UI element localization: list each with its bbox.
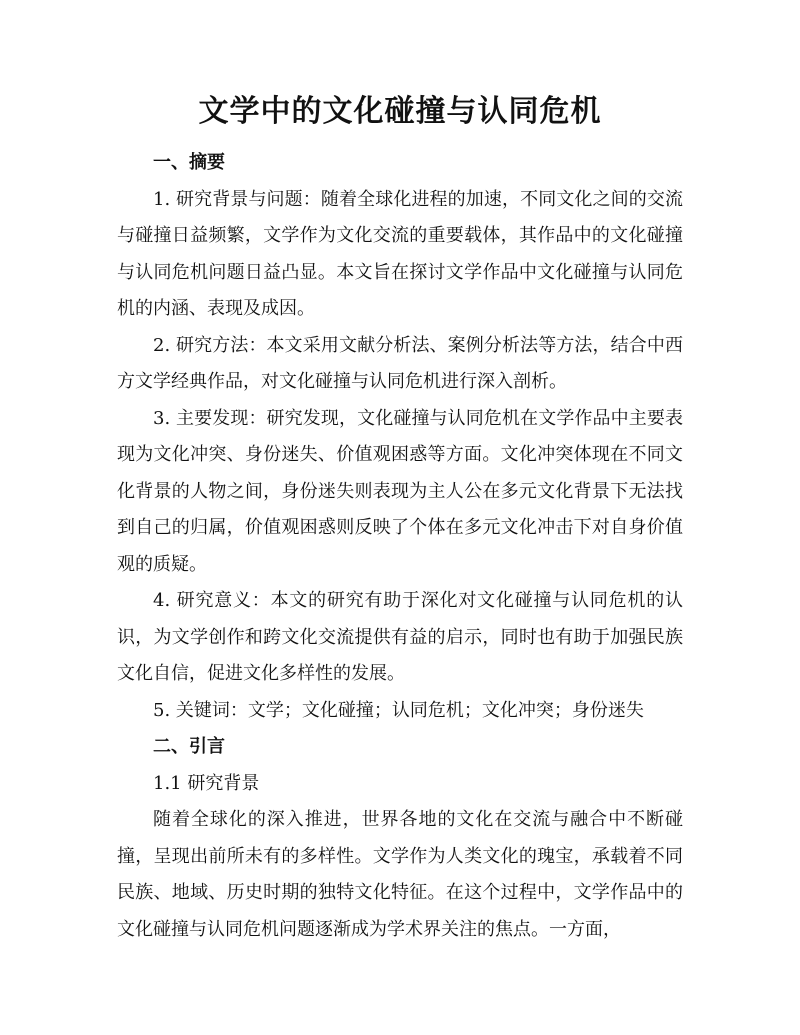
abstract-item-2: 2. 研究方法：本文采用文献分析法、案例分析法等方法，结合中西方文学经典作品，对文化碰撞与认同危机进行深入剖析。 bbox=[117, 334, 683, 392]
abstract-item-4: 4. 研究意义：本文的研究有助于深化对文化碰撞与认同危机的认识，为文学创作和跨文化交流提供有益的启示，同时也有助于加强民族文化自信，促进文化多样性的发展。 bbox=[117, 590, 683, 684]
abstract-item-5: 5. 关键词：文学；文化碰撞；认同危机；文化冲突；身份迷失 bbox=[153, 699, 644, 721]
intro-paragraph: 随着全球化的深入推进，世界各地的文化在交流与融合中不断碰撞，呈现出前所未有的多样性。文学作为人类文化的瑰宝，承载着不同民族、地域、历史时期的独特文化特征。在这个过程中，文学作品中的文化碰撞与认同危机问题逐渐成为学术界关注的焦点。一方面， bbox=[117, 809, 683, 940]
document-title: 文学中的文化碰撞与认同危机 bbox=[198, 94, 602, 129]
document-body bbox=[117, 145, 683, 948]
abstract-item-1: 1. 研究背景与问题：随着全球化进程的加速，不同文化之间的交流与碰撞日益频繁，文学作为文化交流的重要载体，其作品中的文化碰撞与认同危机问题日益凸显。本文旨在探讨文学作品中文化碰撞与认同危机的内涵、表现及成因。 bbox=[117, 188, 683, 319]
intro-heading: 二、引言 bbox=[153, 736, 225, 757]
abstract-heading: 一、摘要 bbox=[153, 152, 225, 173]
intro-subheading: 1.1 研究背景 bbox=[153, 772, 260, 794]
abstract-item-3: 3. 主要发现：研究发现，文化碰撞与认同危机在文学作品中主要表现为文化冲突、身份迷失、价值观困惑等方面。文化冲突体现在不同文化背景的人物之间，身份迷失则表现为主人公在多元文化背景下无法找到自己的归属，价值观困惑则反映了个体在多元文化冲击下对自身价值观的质疑。 bbox=[117, 407, 683, 575]
